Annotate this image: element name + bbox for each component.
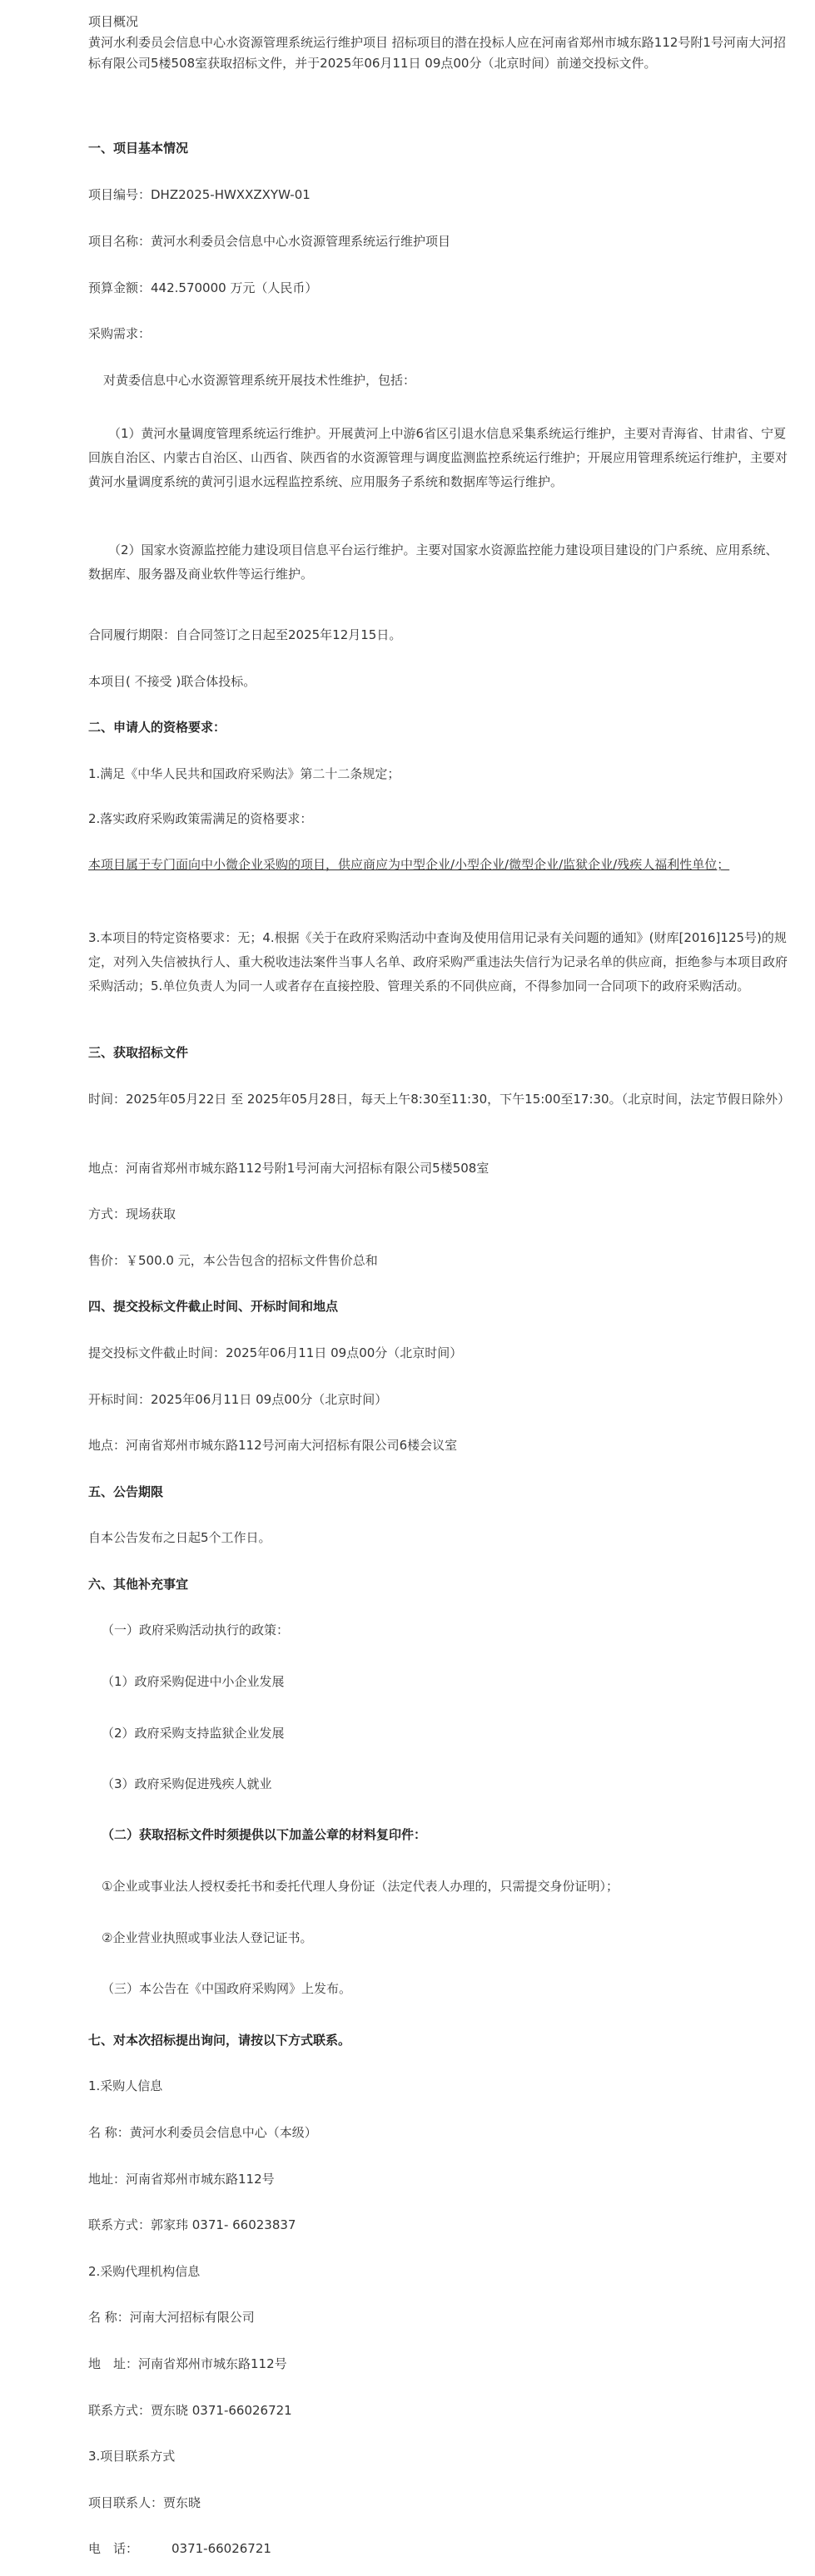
requirement-item-1: （1）黄河水量调度管理系统运行维护。开展黄河上中游6省区引退水信息采集系统运行维护，主要对青海省、甘肃省、宁夏回族自治区、内蒙古自治区、山西省、陕西省的水资源管理与调度监测监控系统运行维护；开展应用管理系统运行维护，主要对黄河水量调度系统的黄河引退水远程监控系统、应用服务子系统和数据库等运行维护。	[88, 426, 788, 489]
policy-item-2: （2）政府采购支持监狱企业发展	[102, 1726, 285, 1741]
materials-item-2: ②企业营业执照或事业法人登记证书。	[102, 1930, 313, 1945]
section6-heading: 六、其他补充事宜	[88, 1577, 189, 1592]
section4-heading: 四、提交投标文件截止时间、开标时间和地点	[88, 1299, 339, 1314]
qualification-item-1: 1.满足《中华人民共和国政府采购法》第二十二条规定；	[88, 766, 400, 781]
agency-name: 名 称：河南大河招标有限公司	[88, 2310, 255, 2325]
bid-opening-time: 开标时间：2025年06月11日 09点00分（北京时间）	[88, 1392, 388, 1407]
project-contact-title: 3.项目联系方式	[88, 2449, 176, 2464]
publication-note: （三）本公告在《中国政府采购网》上发布。	[102, 1981, 352, 1996]
budget-amount: 预算金额：442.570000 万元（人民币）	[88, 280, 318, 295]
section1-heading: 一、项目基本情况	[88, 141, 189, 156]
agency-contact: 联系方式：贾东晓 0371-66026721	[88, 2403, 292, 2418]
section7-heading: 七、对本次招标提出询问，请按以下方式联系。	[88, 2033, 351, 2048]
overview-section	[88, 12, 788, 74]
phone-number: 0371-66026721	[171, 2541, 271, 2556]
policy-heading: （一）政府采购活动执行的政策：	[102, 1622, 290, 1637]
materials-heading: （二）获取招标文件时须提供以下加盖公章的材料复印件：	[102, 1827, 427, 1842]
requirement-label: 采购需求：	[88, 326, 152, 341]
contract-period: 合同履行期限：自合同签订之日起至2025年12月15日。	[88, 627, 402, 642]
purchaser-name: 名 称：黄河水利委员会信息中心（本级）	[88, 2125, 317, 2140]
qualification-item-3: 3.本项目的特定资格要求：无；4.根据《关于在政府采购活动中查询及使用信用记录有关问题的通知》(财库[2016]125号)的规定，对列入失信被执行人、重大税收违法案件当事人名单、政府采购严重违法失信行为记录名单的供应商，拒绝参与本项目政府采购活动；5.单位负责人为同一人或者存在直接控股、管理关系的不同供应商，不得参加同一合同项下的政府采购活动。	[88, 930, 788, 993]
announcement-period: 自本公告发布之日起5个工作日。	[88, 1530, 271, 1545]
submission-deadline: 提交投标文件截止时间：2025年06月11日 09点00分（北京时间）	[88, 1345, 463, 1360]
policy-item-1: （1）政府采购促进中小企业发展	[102, 1674, 285, 1689]
bid-opening-place: 地点：河南省郑州市城东路112号河南大河招标有限公司6楼会议室	[88, 1438, 458, 1453]
purchaser-contact: 联系方式：郭家玮 0371- 66023837	[88, 2217, 296, 2232]
obtain-method: 方式：现场获取	[88, 1206, 176, 1221]
project-number: 项目编号：DHZ2025-HWXXZXYW-01	[88, 187, 311, 202]
overview-text: 黄河水利委员会信息中心水资源管理系统运行维护项目 招标项目的潜在投标人应在河南省郑州市城东路112号附1号河南大河招标有限公司5楼508室获取招标文件，并于2025年06月11日 09点00分（北京时间）前递交投标文件。	[88, 35, 786, 71]
project-contact-person: 项目联系人：贾东晓	[88, 2495, 201, 2510]
section5-heading: 五、公告期限	[88, 1484, 164, 1499]
purchaser-address: 地址：河南省郑州市城东路112号	[88, 2172, 275, 2187]
phone-label: 电 话：	[88, 2541, 139, 2556]
purchaser-title: 1.采购人信息	[88, 2078, 163, 2093]
agency-title: 2.采购代理机构信息	[88, 2264, 201, 2279]
qualification-item-2: 2.落实政府采购政策需满足的资格要求：	[88, 811, 313, 826]
document-price: 售价：￥500.0 元，本公告包含的招标文件售价总和	[88, 1253, 378, 1268]
policy-item-3: （3）政府采购促进残疾人就业	[102, 1776, 272, 1791]
project-name: 项目名称：黄河水利委员会信息中心水资源管理系统运行维护项目	[88, 234, 451, 249]
overview-heading: 项目概况	[88, 14, 139, 29]
section2-heading: 二、申请人的资格要求：	[88, 720, 226, 735]
obtain-time: 时间：2025年05月22日 至 2025年05月28日，每天上午8:30至11:30，下午15:00至17:30。（北京时间，法定节假日除外）	[88, 1092, 791, 1107]
materials-item-1: ①企业或事业法人授权委托书和委托代理人身份证（法定代表人办理的，只需提交身份证明）；	[102, 1879, 619, 1894]
section3-heading: 三、获取招标文件	[88, 1045, 189, 1060]
obtain-place: 地点：河南省郑州市城东路112号附1号河南大河招标有限公司5楼508室	[88, 1161, 489, 1176]
agency-address: 地 址：河南省郑州市城东路112号	[88, 2356, 287, 2371]
project-contact-phone	[88, 2539, 271, 2559]
qualification-item-2-detail: 本项目属于专门面向中小微企业采购的项目，供应商应为中型企业/小型企业/微型企业/监狱企业/残疾人福利性单位；	[88, 857, 730, 872]
requirement-intro: 对黄委信息中心水资源管理系统开展技术性维护，包括：	[103, 373, 416, 388]
requirement-item-2: （2）国家水资源监控能力建设项目信息平台运行维护。主要对国家水资源监控能力建设项目建设的门户系统、应用系统、数据库、服务器及商业软件等运行维护。	[88, 542, 778, 582]
consortium-note: 本项目( 不接受 )联合体投标。	[88, 674, 256, 689]
